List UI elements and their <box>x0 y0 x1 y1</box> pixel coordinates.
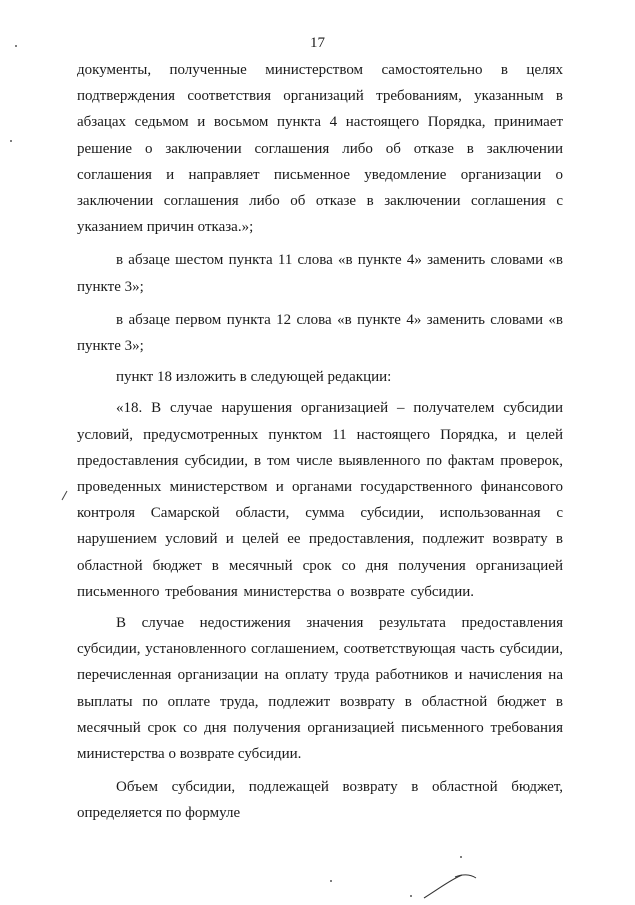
paragraph-formula-intro: Объем субсидии, подлежащей возврату в областной бюджет, определяется по формуле <box>77 779 563 822</box>
paragraph-item-18-intro: пункт 18 изложить в следующей редакции: <box>116 369 392 386</box>
paragraph-continuation: документы, полученные министерством самостоятельно в целях подтверждения соответствия организаций требованиям, указанным в абзацах седьмом и восьмом пункта 4 настоящего Порядка, принимает решение о заключении соглашения либо об отказе в заключении соглашения и направляет письменное уведомление организации о заключении соглашения либо об отказе в заключении соглашения с указанием причин отказа.»; <box>77 62 563 236</box>
paragraph-item-18: «18. В случае нарушения организацией – получателем субсидии условий, предусмотренных пунктом 11 настоящего Порядка, и целей предоставления субсидии, в том числе выявленного по фактам проверок, проведенных министерством и органами государственного финансового контроля Самарской области, сумма субсидии, использованная с нарушением условий и целей ее предоставления, подлежит возврату в областной бюджет в месячный срок со дня получения организацией письменного требования министерства о возврате субсидии. <box>77 400 563 600</box>
paragraph-amend-item-11: в абзаце шестом пункта 11 слова «в пункте 4» заменить словами «в пункте 3»; <box>77 252 563 295</box>
scan-speck <box>410 895 412 897</box>
paragraph-amend-item-12: в абзаце первом пункта 12 слова «в пункте 4» заменить словами «в пункте 3»; <box>77 311 563 355</box>
scan-speck <box>330 880 332 882</box>
scan-speck <box>460 856 462 858</box>
page-number: 17 <box>310 35 325 51</box>
scan-speck <box>15 45 17 47</box>
document-body <box>77 57 563 827</box>
scan-speck <box>10 140 12 142</box>
paragraph-result-not-achieved: В случае недостижения значения результата предоставления субсидии, установленного соглашением, соответствующая часть субсидии, перечисленная организации на оплату труда работников и начисления на выплаты по оплате труда, подлежит возврату в областной бюджет в месячный срок со дня получения организацией письменного требования министерства о возврате субсидии. <box>77 615 563 763</box>
